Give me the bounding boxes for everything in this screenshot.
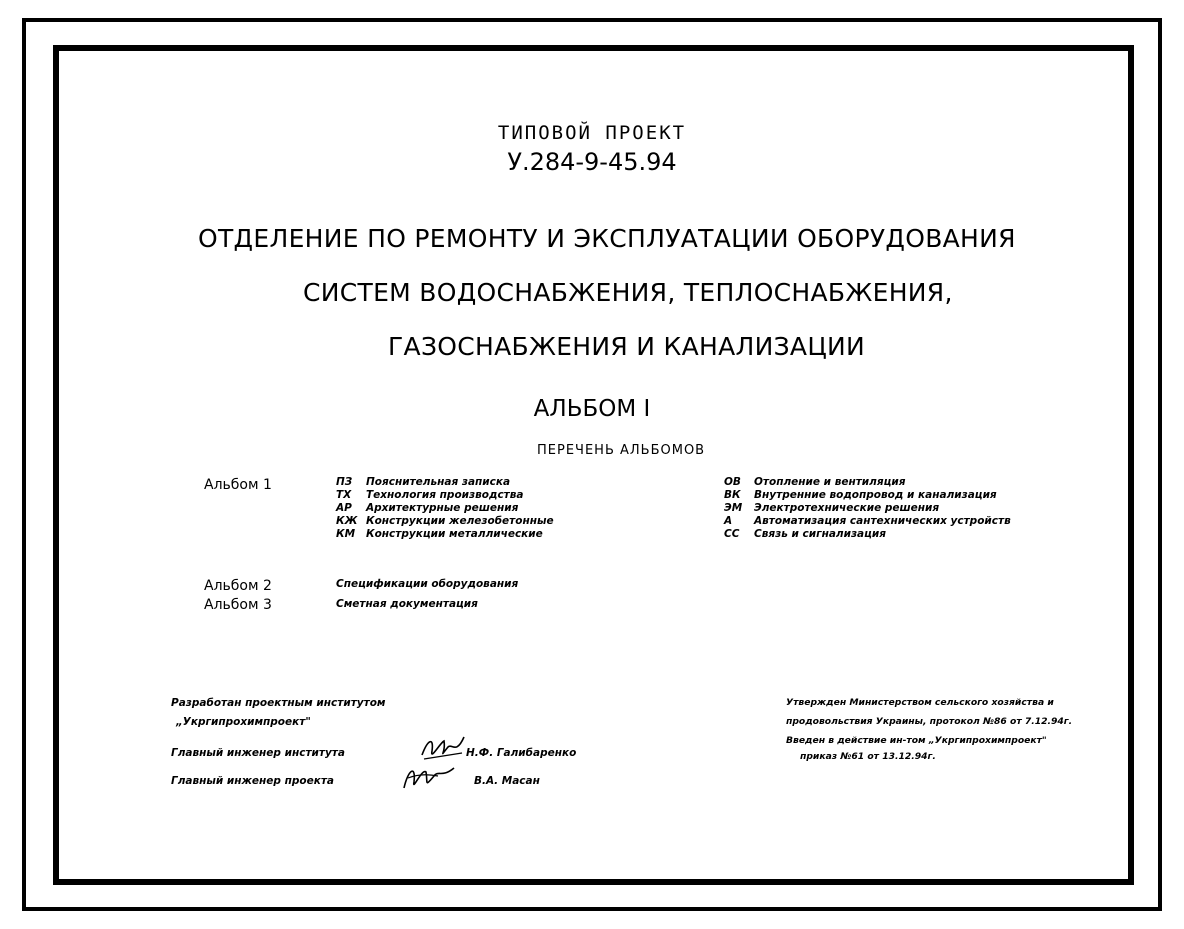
item-code: ВК (724, 489, 741, 501)
item-text: Технология производства (366, 489, 524, 501)
albums-heading: ПЕРЕЧЕНЬ АЛЬБОМОВ (537, 443, 706, 458)
list-item (724, 476, 1011, 489)
list-item (336, 515, 554, 528)
album-1-right-list (724, 476, 1011, 541)
project-label: ТИПОВОЙ ПРОЕКТ (497, 122, 687, 144)
approval-line-3: Введен в действие ин-том „Укргипрохимпроект" (786, 735, 1047, 746)
item-text: Архитектурные решения (366, 502, 519, 514)
item-code: КЖ (336, 515, 358, 527)
chief-project-name: В.А. Масан (474, 775, 540, 787)
item-code: ОВ (724, 476, 741, 488)
item-text: Конструкции железобетонные (366, 515, 554, 527)
approval-line-4: приказ №61 от 13.12.94г. (800, 751, 936, 762)
album-2-label: Альбом 2 (204, 578, 272, 594)
chief-institute-name: Н.Ф. Галибаренко (466, 747, 577, 759)
project-number: У.284-9-45.94 (507, 148, 677, 176)
item-code: ЭМ (724, 502, 743, 514)
item-text: Связь и сигнализация (754, 528, 887, 540)
album-title: АЛЬБОМ I (533, 396, 651, 422)
item-code: ПЗ (336, 476, 353, 488)
approval-line-1: Утвержден Министерством сельского хозяйства и (786, 697, 1054, 708)
item-text: Внутренние водопровод и канализация (754, 489, 997, 501)
list-item (336, 502, 554, 515)
item-code: АР (336, 502, 352, 514)
list-item (724, 515, 1011, 528)
chief-project-label: Главный инженер проекта (171, 775, 335, 787)
title-line-1: ОТДЕЛЕНИЕ ПО РЕМОНТУ И ЭКСПЛУАТАЦИИ ОБОРУДОВАНИЯ (198, 224, 1016, 253)
album-1-label: Альбом 1 (204, 477, 272, 493)
album-3-text: Сметная документация (336, 598, 478, 610)
item-text: Автоматизация сантехнических устройств (754, 515, 1011, 527)
list-item (724, 489, 1011, 502)
album-3-label: Альбом 3 (204, 597, 272, 613)
item-code: СС (724, 528, 740, 540)
item-text: Отопление и вентиляция (754, 476, 906, 488)
item-text: Конструкции металлические (366, 528, 543, 540)
title-line-3: ГАЗОСНАБЖЕНИЯ И КАНАЛИЗАЦИИ (388, 332, 866, 361)
item-code: КМ (336, 528, 356, 540)
list-item (336, 489, 554, 502)
developer-line-1: Разработан проектным институтом (171, 697, 386, 709)
album-1-left-list (336, 476, 554, 541)
item-text: Пояснительная записка (366, 476, 511, 488)
list-item (336, 528, 554, 541)
signature-chief-project (398, 760, 460, 794)
item-code: ТХ (336, 489, 352, 501)
item-text: Электротехнические решения (754, 502, 940, 514)
developer-line-2: „Укргипрохимпроект" (176, 716, 311, 728)
chief-institute-label: Главный инженер института (171, 747, 345, 759)
title-line-2: СИСТЕМ ВОДОСНАБЖЕНИЯ, ТЕПЛОСНАБЖЕНИЯ, (303, 278, 953, 307)
list-item (724, 528, 1011, 541)
item-code: А (724, 515, 733, 527)
approval-line-2: продовольствия Украины, протокол №86 от 7.12.94г. (786, 716, 1073, 727)
list-item (724, 502, 1011, 515)
album-2-text: Спецификации оборудования (336, 578, 519, 590)
list-item (336, 476, 554, 489)
